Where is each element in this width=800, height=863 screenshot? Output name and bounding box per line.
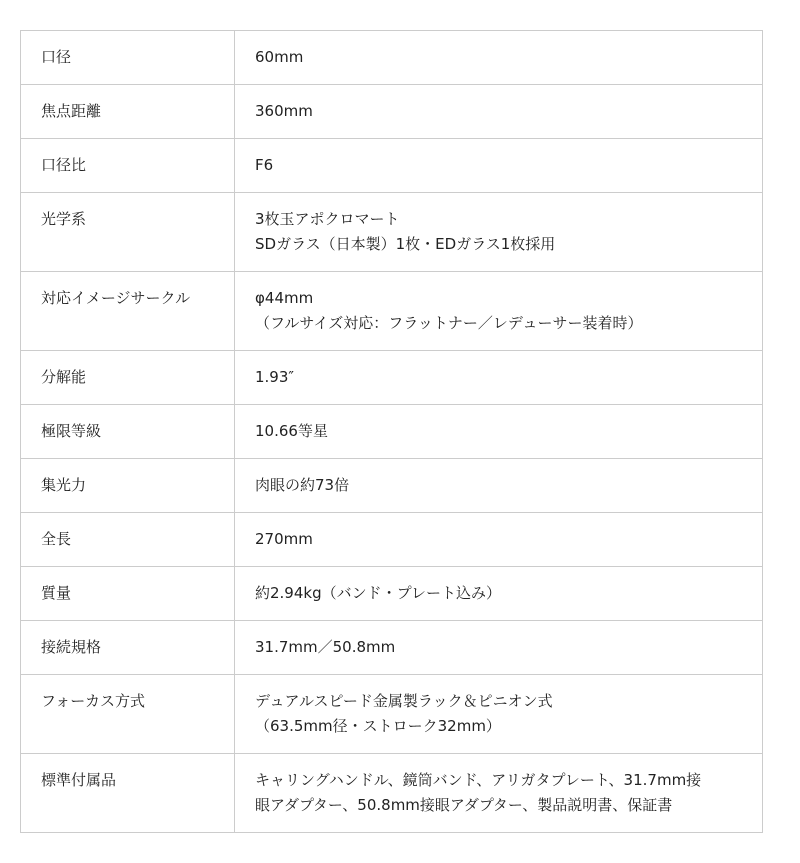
- spec-row-focuser: [21, 675, 763, 754]
- spec-value-line: 270mm: [255, 530, 313, 548]
- spec-value-line: （フルサイズ対応：フラットナー／レデューサー装着時）: [255, 314, 643, 332]
- spec-row-aperture: [21, 31, 763, 85]
- spec-row-light-gathering: [21, 459, 763, 513]
- spec-row-limiting-magnitude: [21, 405, 763, 459]
- spec-value-line: 60mm: [255, 48, 304, 66]
- spec-row-focal-ratio: [21, 139, 763, 193]
- spec-value-line: 1.93″: [255, 368, 295, 386]
- spec-value: [235, 459, 763, 513]
- spec-value-line: 10.66等星: [255, 422, 328, 440]
- spec-row-weight: [21, 567, 763, 621]
- spec-value-line: 31.7mm／50.8mm: [255, 638, 396, 656]
- spec-value-line: 眼アダプター、50.8mm接眼アダプター、製品説明書、保証書: [255, 796, 673, 814]
- spec-row-focal-length: [21, 85, 763, 139]
- spec-label: 焦点距離: [21, 85, 235, 139]
- spec-label: 標準付属品: [21, 754, 235, 833]
- spec-value-line: キャリングハンドル、鏡筒バンド、アリガタプレート、31.7mm接: [255, 771, 702, 789]
- spec-value: [235, 272, 763, 351]
- spec-row-accessories: [21, 754, 763, 833]
- spec-label: 質量: [21, 567, 235, 621]
- spec-value-line: デュアルスピード金属製ラック＆ピニオン式: [255, 692, 553, 710]
- spec-label: 光学系: [21, 193, 235, 272]
- spec-value: [235, 405, 763, 459]
- spec-value: [235, 513, 763, 567]
- spec-value-line: SDガラス（日本製）1枚・EDガラス1枚採用: [255, 235, 556, 253]
- spec-label: 接続規格: [21, 621, 235, 675]
- spec-value: [235, 85, 763, 139]
- spec-value: [235, 675, 763, 754]
- spec-label: フォーカス方式: [21, 675, 235, 754]
- spec-label: 対応イメージサークル: [21, 272, 235, 351]
- spec-label: 分解能: [21, 351, 235, 405]
- spec-value-line: 約2.94kg（バンド・プレート込み）: [255, 584, 502, 602]
- spec-value-line: 肉眼の約73倍: [255, 476, 350, 494]
- spec-value: [235, 139, 763, 193]
- spec-value: [235, 351, 763, 405]
- spec-value: [235, 31, 763, 85]
- spec-value: [235, 567, 763, 621]
- spec-value-line: 360mm: [255, 102, 313, 120]
- spec-label: 口径: [21, 31, 235, 85]
- spec-value: [235, 193, 763, 272]
- spec-row-length: [21, 513, 763, 567]
- spec-row-image-circle: [21, 272, 763, 351]
- spec-row-optical-system: [21, 193, 763, 272]
- spec-label: 口径比: [21, 139, 235, 193]
- spec-row-resolution: [21, 351, 763, 405]
- spec-value-line: （63.5mm径・ストローク32mm）: [255, 717, 501, 735]
- spec-table: [20, 30, 763, 833]
- spec-label: 全長: [21, 513, 235, 567]
- spec-value-line: φ44mm: [255, 289, 314, 307]
- spec-label: 極限等級: [21, 405, 235, 459]
- spec-value-line: 3枚玉アポクロマート: [255, 210, 400, 228]
- spec-label: 集光力: [21, 459, 235, 513]
- spec-value: [235, 621, 763, 675]
- spec-row-connection: [21, 621, 763, 675]
- spec-value-line: F6: [255, 156, 274, 174]
- spec-value: [235, 754, 763, 833]
